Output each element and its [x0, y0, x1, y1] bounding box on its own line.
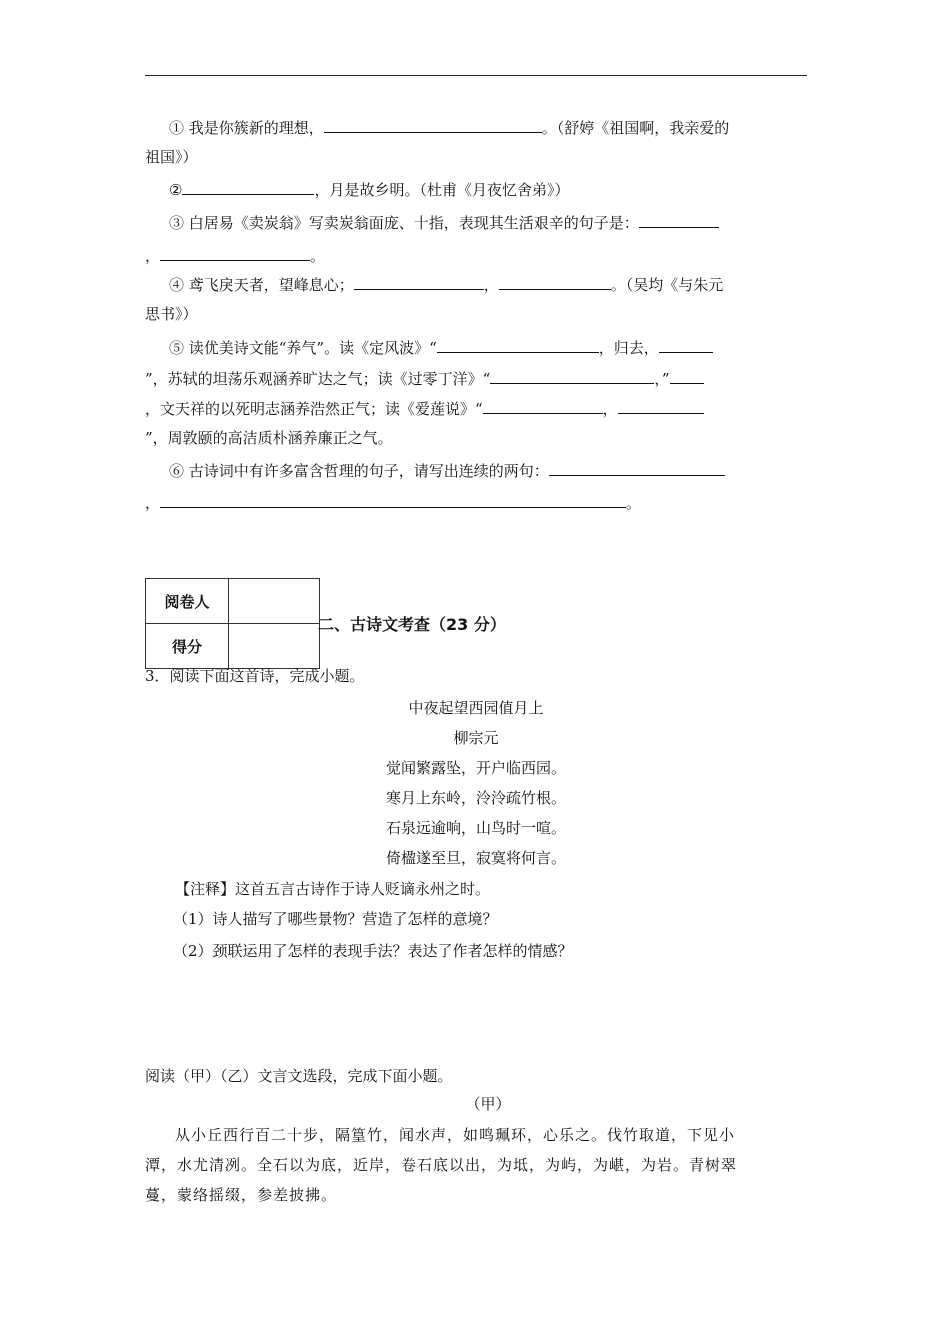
q2-text: ，月是故乡明。（杜甫《月夜忆舍弟》） [314, 181, 570, 199]
poem-line: 寒月上东岭，泠泠疏竹根。 [385, 789, 566, 807]
fill-q1-cont: 祖国》） [145, 148, 198, 166]
q5-text-2: ，归去， [598, 339, 659, 357]
answer-blank[interactable] [618, 397, 704, 414]
q1-source: 。（舒婷《祖国啊，我亲爱的 [541, 119, 730, 137]
fill-q6-cont [145, 491, 807, 514]
answer-blank[interactable] [437, 336, 599, 353]
q6-end: 。 [626, 494, 642, 512]
jia-title: （甲） [465, 1095, 511, 1113]
fill-q5-cont2 [145, 397, 807, 420]
score-field[interactable] [229, 624, 320, 669]
q6-text: ⑥ 古诗词中有许多富含哲理的句子，请写出连续的两句： [169, 462, 549, 480]
q4-comma: ， [483, 276, 499, 294]
poem-note: 【注释】这首五言古诗作于诗人贬谪永州之时。 [175, 880, 491, 898]
fill-q2 [145, 178, 831, 201]
poem-line: 觉闻繁露坠，开户临西园。 [385, 759, 566, 777]
answer-blank[interactable] [324, 116, 542, 133]
q5-text-3: ”，苏轼的坦荡乐观涵养旷达之气；读《过零丁洋》“ [145, 370, 491, 388]
jia-paragraph-line: 蔓，蒙络摇缀，参差披拂。 [145, 1186, 338, 1204]
q4-text: ④ 鸢飞戾天者，望峰息心； [169, 276, 354, 294]
classical-intro: 阅读（甲）（乙）文言文选段，完成下面小题。 [145, 1067, 453, 1085]
header-rule [145, 75, 807, 76]
answer-blank[interactable] [160, 491, 626, 508]
fill-q4-cont: 思书》） [145, 305, 198, 323]
poem-author: 柳宗元 [453, 729, 499, 747]
q3-intro: 3．阅读下面这首诗，完成小题。 [145, 667, 365, 685]
fill-q3-cont [145, 244, 807, 267]
fill-q1 [145, 116, 831, 139]
answer-blank[interactable] [354, 273, 484, 290]
jia-paragraph-line: 潭，水尤清冽。全石以为底，近岸，卷石底以出，为坻，为屿，为嵁，为岩。青树翠 [145, 1156, 738, 1174]
q5-comma: ， [602, 400, 618, 418]
poem-line: 石泉远逾响，山鸟时一喧。 [385, 819, 566, 837]
answer-blank[interactable] [639, 211, 719, 228]
jia-paragraph-line: 从小丘西行百二十步，隔篁竹，闻水声，如鸣珮环，心乐之。伐竹取道，下见小 [175, 1126, 736, 1144]
q2-num: ② [169, 181, 183, 199]
score-label: 得分 [146, 624, 229, 669]
fill-q6 [145, 459, 831, 482]
fill-q5 [145, 336, 831, 359]
score-box [145, 578, 320, 669]
q3-sub1: （1）诗人描写了哪些景物？营造了怎样的意境？ [173, 910, 498, 928]
answer-blank[interactable] [659, 336, 713, 353]
poem-title: 中夜起望西园值月上 [408, 699, 544, 717]
fill-q3 [145, 211, 831, 234]
fill-q5-cont1 [145, 367, 807, 390]
answer-blank[interactable] [670, 367, 704, 384]
q1-text: ① 我是你簇新的理想， [169, 119, 324, 137]
q5-text-4: ，” [654, 370, 670, 388]
fill-q4 [145, 273, 831, 296]
fill-q5-cont3: ”，周敦颐的高洁质朴涵养廉正之气。 [145, 429, 393, 447]
q5-text-5: ，文天祥的以死明志涵养浩然正气；读《爱莲说》“ [145, 400, 483, 418]
reviewer-field[interactable] [229, 579, 320, 624]
answer-blank[interactable] [490, 367, 654, 384]
section-title: 二、古诗文考查（23 分） [318, 615, 506, 634]
q4-source: 。（吴均《与朱元 [610, 276, 724, 294]
q3-text: ③ 白居易《卖炭翁》写卖炭翁面庞、十指，表现其生活艰辛的句子是： [169, 214, 639, 232]
q3-end: 。 [310, 247, 326, 265]
q6-comma: ， [145, 494, 161, 512]
answer-blank[interactable] [160, 244, 310, 261]
poem-line: 倚楹遂至旦，寂寞将何言。 [385, 849, 566, 867]
q3-comma: ， [145, 247, 161, 265]
answer-blank[interactable] [483, 397, 603, 414]
q5-text: ⑤ 读优美诗文能“养气”。读《定风波》“ [169, 339, 437, 357]
answer-blank[interactable] [549, 459, 725, 476]
answer-blank[interactable] [499, 273, 611, 290]
reviewer-label: 阅卷人 [146, 579, 229, 624]
answer-blank[interactable] [182, 178, 314, 195]
q3-sub2: （2）颈联运用了怎样的表现手法？表达了作者怎样的情感？ [173, 942, 573, 960]
